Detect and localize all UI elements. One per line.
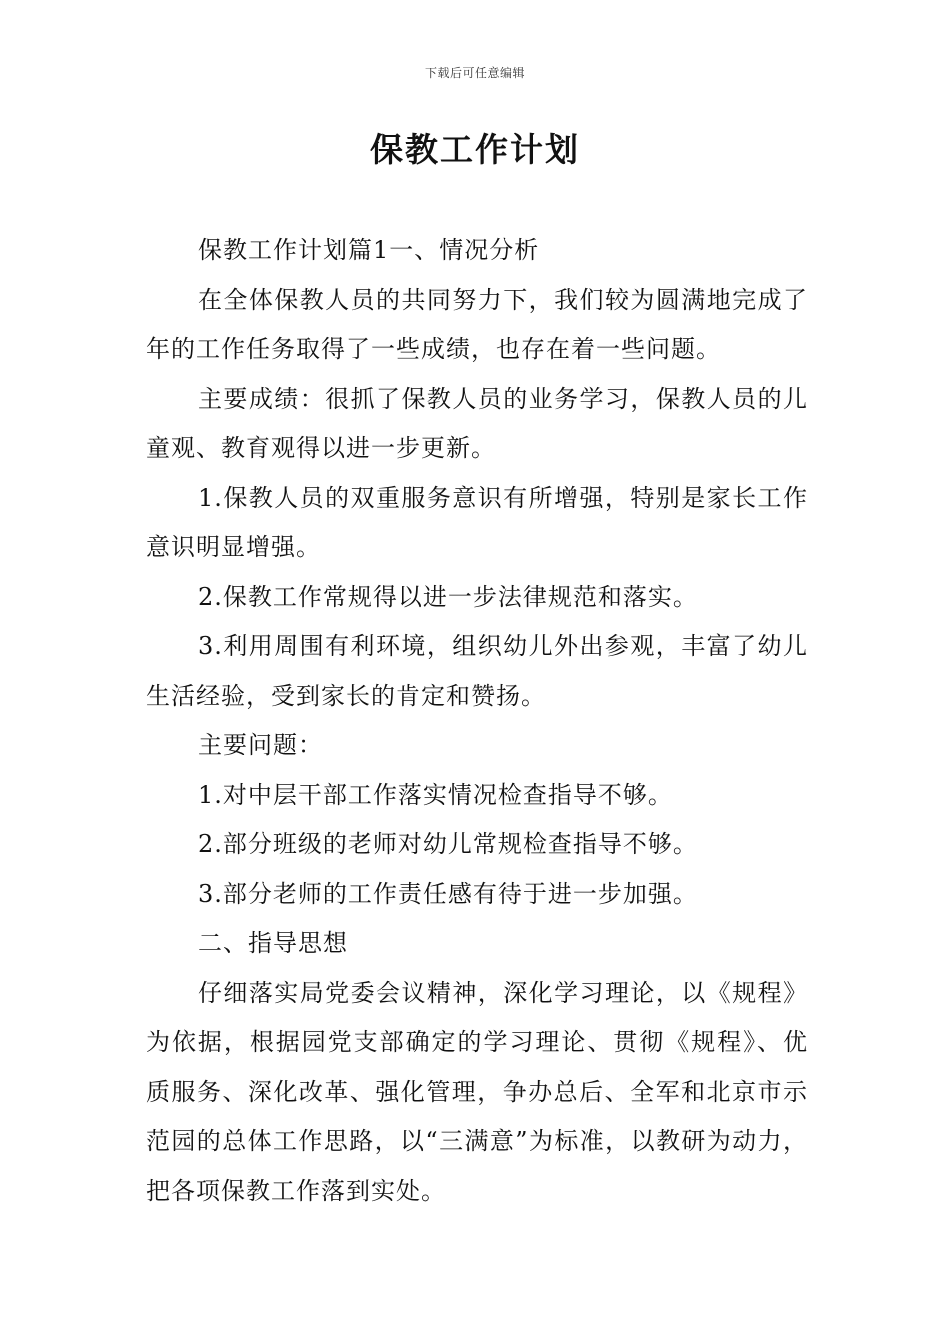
paragraph-main-problems: 主要问题： xyxy=(198,731,323,759)
document-body xyxy=(146,226,808,1216)
achievement-item-1: 1.保教人员的双重服务意识有所增强，特别是家长工作意识明显增强。 xyxy=(146,483,808,561)
document-title: 保教工作计划 xyxy=(370,130,580,169)
achievement-item-2: 2.保教工作常规得以进一步法律规范和落实。 xyxy=(198,582,698,611)
problem-item-1: 1.对中层干部工作落实情况检查指导不够。 xyxy=(198,780,673,809)
problem-item-3: 3.部分老师的工作责任感有待于进一步加强。 xyxy=(198,879,698,908)
paragraph-guiding-ideology: 仔细落实局党委会议精神，深化学习理论，以《规程》为依据，根据园党支部确定的学习理论、贯彻《规程》、优质服务、深化改革、强化管理，争办总后、全军和北京市示范园的总体工作思路，以“三满意”为标准，以教研为动力，把各项保教工作落到实处。 xyxy=(146,978,808,1205)
paragraph-main-achievements: 主要成绩：很抓了保教人员的业务学习，保教人员的儿童观、教育观得以进一步更新。 xyxy=(146,384,808,462)
paragraph-overview: 在全体保教人员的共同努力下，我们较为圆满地完成了年的工作任务取得了一些成绩，也存在着一些问题。 xyxy=(146,285,808,363)
header-note: 下载后可任意编辑 xyxy=(424,66,525,80)
achievement-item-3: 3.利用周围有利环境，组织幼儿外出参观，丰富了幼儿生活经验，受到家长的肯定和赞扬。 xyxy=(146,632,808,710)
section-heading-guiding-ideology: 二、指导思想 xyxy=(198,929,348,957)
section-heading-situation-analysis: 保教工作计划篇1一、情况分析 xyxy=(198,236,540,264)
problem-item-2: 2.部分班级的老师对幼儿常规检查指导不够。 xyxy=(198,830,698,858)
